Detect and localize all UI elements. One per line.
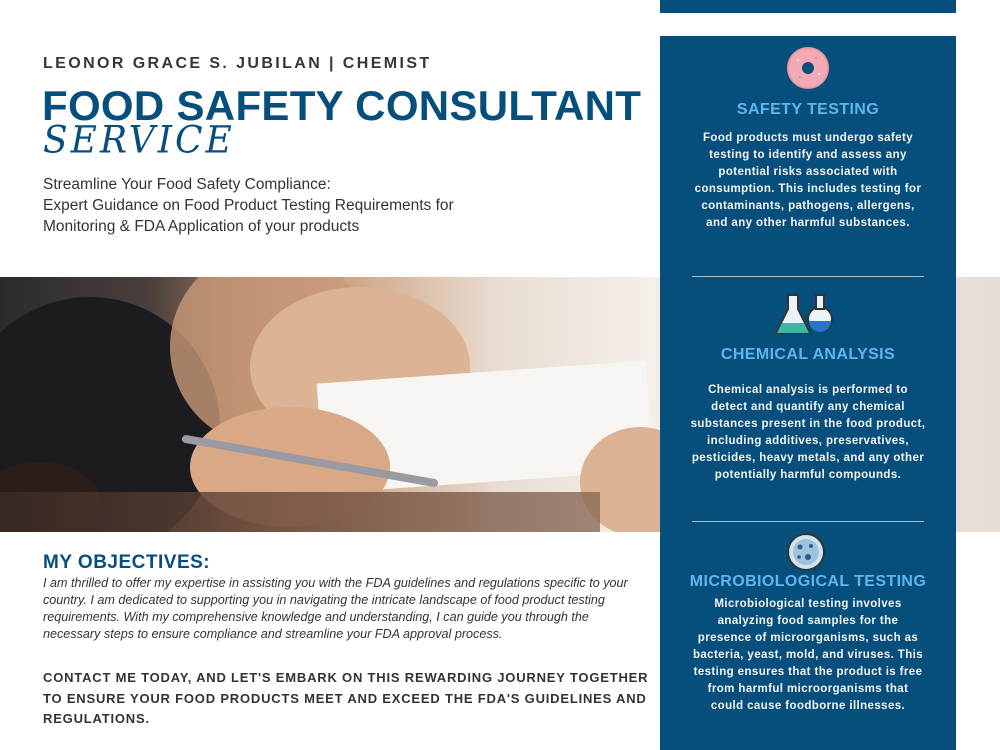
service-description: Microbiological testing involves analyzing food samples for the presence of microorganisms, such as bacteria, yeast, mold, and viruses. This testing ensures that the product is free from harmful microorganisms that could cause foodborne illnesses. <box>692 598 924 712</box>
service-description: Food products must undergo safety testing to identify and assess any potential risks associated with consumption. This includes testing for contaminants, pathogens, allergens, and any other harmful substances. <box>694 132 922 229</box>
service-title: CHEMICAL ANALYSIS <box>720 346 896 363</box>
page-title-script: SERVICE <box>43 118 235 163</box>
services-panel <box>660 36 956 750</box>
donut-icon <box>786 46 830 90</box>
flask-icon <box>776 289 836 341</box>
subtitle-line: Monitoring & FDA Application of your products <box>43 218 360 235</box>
objectives-heading: MY OBJECTIVES: <box>43 552 211 573</box>
service-title: SAFETY TESTING <box>736 101 880 118</box>
subtitle <box>43 174 454 237</box>
page-title: FOOD SAFETY CONSULTANT <box>42 82 642 129</box>
service-description: Chemical analysis is performed to detect and quantify any chemical substances present in the food product, including additives, preservatives, pesticides, heavy metals, and any other potentially harmful compounds. <box>690 384 926 481</box>
objectives-body: I am thrilled to offer my expertise in assisting you with the FDA guidelines and regulations specific to your country. I am dedicated to supporting you in navigating the intricate landscape of food product testing requirements. With my comprehensive knowledge and understanding, I can guide you through the necessary steps to ensure compliance and streamline your FDA approval process. <box>43 576 628 641</box>
subtitle-line: Streamline Your Food Safety Compliance: <box>43 176 331 193</box>
author-byline: LEONOR GRACE S. JUBILAN | CHEMIST <box>43 55 432 72</box>
call-to-action: CONTACT ME TODAY, AND LET'S EMBARK ON THIS REWARDING JOURNEY TOGETHER TO ENSURE YOUR FOOD PRODUCTS MEET AND EXCEED THE FDA'S GUIDELINES AND REGULATIONS. <box>43 670 649 726</box>
divider <box>692 521 924 522</box>
divider <box>692 276 924 277</box>
decorative-bar <box>660 0 956 13</box>
service-title: MICROBIOLOGICAL TESTING <box>689 573 927 590</box>
subtitle-line: Expert Guidance on Food Product Testing Requirements for <box>43 197 454 214</box>
petri-dish-icon <box>786 532 826 572</box>
